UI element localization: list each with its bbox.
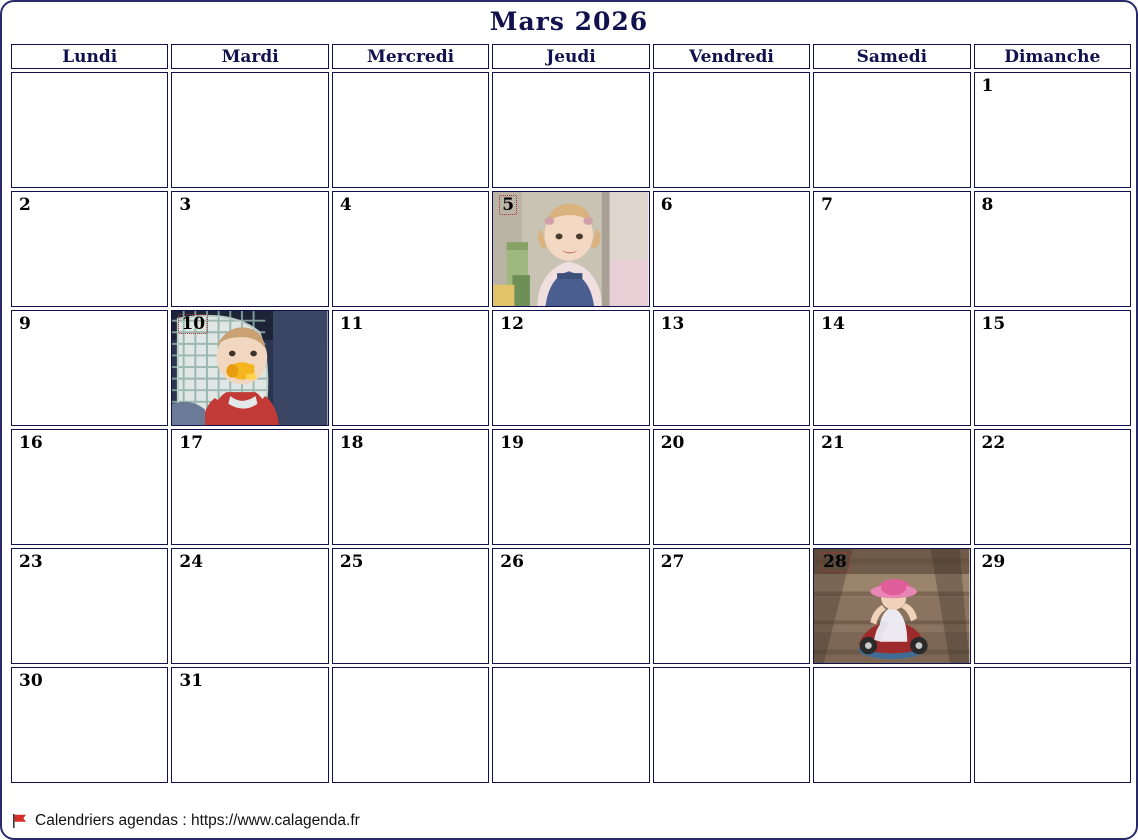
- day-number: 10: [178, 314, 208, 334]
- day-number: 23: [19, 552, 43, 572]
- day-number: 5: [499, 195, 517, 215]
- week-row: [11, 429, 1131, 545]
- day-number: 29: [981, 552, 1006, 572]
- day-cell[interactable]: [171, 667, 328, 783]
- day-cell[interactable]: [974, 310, 1131, 426]
- day-number: 24: [179, 552, 204, 572]
- weekday-header-mercredi: Mercredi: [332, 44, 489, 69]
- day-number: 25: [339, 552, 364, 572]
- day-cell[interactable]: [813, 667, 970, 783]
- day-cell[interactable]: [974, 72, 1131, 188]
- day-cell[interactable]: [653, 667, 810, 783]
- day-number: 16: [19, 433, 43, 453]
- day-cell[interactable]: [653, 310, 810, 426]
- day-cell[interactable]: [332, 72, 489, 188]
- day-number: 11: [339, 314, 364, 334]
- day-cell[interactable]: [813, 429, 970, 545]
- day-cell-with-photo[interactable]: [171, 310, 328, 426]
- week-row: [11, 548, 1131, 664]
- day-cell-with-photo[interactable]: [813, 548, 970, 664]
- day-number: 3: [179, 195, 192, 215]
- weekday-header-dimanche: Dimanche: [974, 44, 1131, 69]
- day-cell[interactable]: [11, 72, 168, 188]
- day-cell[interactable]: [653, 548, 810, 664]
- weekday-header-vendredi: Vendredi: [653, 44, 810, 69]
- weekday-header-row: [11, 44, 1131, 69]
- day-number: 1: [981, 76, 994, 96]
- day-cell[interactable]: [492, 72, 649, 188]
- day-number: 14: [821, 314, 845, 334]
- day-number: 9: [19, 314, 31, 334]
- day-cell[interactable]: [171, 548, 328, 664]
- day-number: 20: [660, 433, 685, 453]
- weekday-header-lundi: Lundi: [11, 44, 168, 69]
- day-cell[interactable]: [332, 667, 489, 783]
- day-cell[interactable]: [332, 191, 489, 307]
- day-number: 31: [179, 671, 204, 691]
- day-number: 30: [19, 671, 43, 691]
- flag-icon: [12, 813, 28, 829]
- day-cell[interactable]: [974, 548, 1131, 664]
- day-number: 6: [660, 195, 673, 215]
- calendar-table: [8, 41, 1134, 786]
- day-number: 4: [339, 195, 352, 215]
- day-number: 21: [821, 433, 845, 453]
- weekday-header-jeudi: Jeudi: [492, 44, 649, 69]
- day-cell[interactable]: [11, 667, 168, 783]
- day-number: 15: [981, 314, 1006, 334]
- week-row: [11, 667, 1131, 783]
- day-cell[interactable]: [332, 429, 489, 545]
- day-number: 26: [500, 552, 524, 572]
- page-title: Mars 2026: [489, 7, 649, 36]
- day-cell[interactable]: [492, 667, 649, 783]
- day-number: 28: [820, 552, 850, 572]
- week-row: [11, 310, 1131, 426]
- day-number: 17: [179, 433, 204, 453]
- day-cell[interactable]: [813, 310, 970, 426]
- day-number: 19: [500, 433, 524, 453]
- weekday-header-mardi: Mardi: [171, 44, 328, 69]
- day-cell[interactable]: [171, 191, 328, 307]
- day-cell[interactable]: [974, 191, 1131, 307]
- day-cell[interactable]: [492, 429, 649, 545]
- day-cell[interactable]: [813, 72, 970, 188]
- day-number: 13: [660, 314, 685, 334]
- day-cell-with-photo[interactable]: [492, 191, 649, 307]
- weekday-header-samedi: Samedi: [813, 44, 970, 69]
- day-cell[interactable]: [11, 429, 168, 545]
- day-number: 8: [981, 195, 994, 215]
- week-row: [11, 72, 1131, 188]
- day-cell[interactable]: [813, 191, 970, 307]
- day-cell[interactable]: [974, 667, 1131, 783]
- day-cell[interactable]: [11, 310, 168, 426]
- day-number: 18: [339, 433, 364, 453]
- day-cell[interactable]: [492, 548, 649, 664]
- day-cell[interactable]: [492, 310, 649, 426]
- day-cell[interactable]: [653, 429, 810, 545]
- day-cell[interactable]: [653, 72, 810, 188]
- day-cell[interactable]: [653, 191, 810, 307]
- day-number: 27: [660, 552, 685, 572]
- day-cell[interactable]: [171, 429, 328, 545]
- day-cell[interactable]: [974, 429, 1131, 545]
- day-number: 7: [821, 195, 833, 215]
- day-cell[interactable]: [332, 310, 489, 426]
- day-number: 22: [981, 433, 1006, 453]
- day-cell[interactable]: [171, 72, 328, 188]
- footer: [2, 804, 1136, 838]
- day-cell[interactable]: [11, 548, 168, 664]
- day-number: 2: [19, 195, 31, 215]
- day-cell[interactable]: [11, 191, 168, 307]
- day-number: 12: [500, 314, 524, 334]
- footer-text: Calendriers agendas : https://www.calagenda.fr: [35, 812, 360, 829]
- day-cell[interactable]: [332, 548, 489, 664]
- week-row: [11, 191, 1131, 307]
